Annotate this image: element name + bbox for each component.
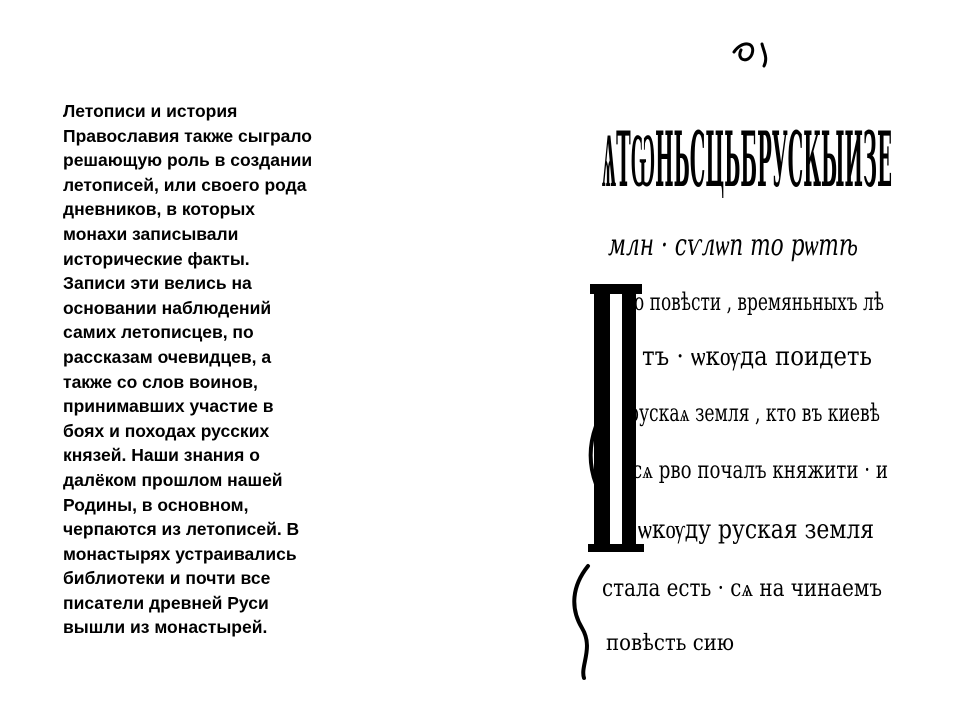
manuscript-top-ornament — [734, 44, 766, 66]
chronicle-history-paragraph: Летописи и история Православия также сыграло решающую роль в создании летописей, или своего рода дневников, в которых монахи записывали исторические факты. Записи эти велись на основании наблюдений самих летописцев, по рассказам очевидцев, а также со слов воинов, принимавших участие в боях и походах русских князей. Наши знания о далёком прошлом нашей Родины, в основном, черпаются из летописей. В монастырях устраивались библиотеки и почти все писатели древней Руси вышли из монастырей. — [63, 101, 313, 638]
manuscript-line-4: тъ · ѡкѹда поидеть — [642, 342, 872, 372]
manuscript-line-6: сѧ рво почалъ княжити · и — [632, 456, 888, 484]
manuscript-line-9: повѣсть сию — [606, 631, 734, 656]
manuscript-line-3: о повѣсти , времяньныхъ лѣ — [634, 288, 884, 316]
manuscript-image — [566, 38, 896, 688]
manuscript-line-7: ѡкѹду руская земля — [638, 515, 874, 545]
manuscript-line-2: млн · сѵлѡп то рѡтѣ — [608, 228, 858, 263]
manuscript-line-8: стала есть · сѧ на чинаемъ — [602, 574, 882, 602]
manuscript-heading-line: ѦТѠНЬСЦЬБРУСКЫИЗЕ — [602, 115, 892, 204]
manuscript-line-5: рускаѧ земля , кто въ киевѣ — [628, 399, 880, 427]
